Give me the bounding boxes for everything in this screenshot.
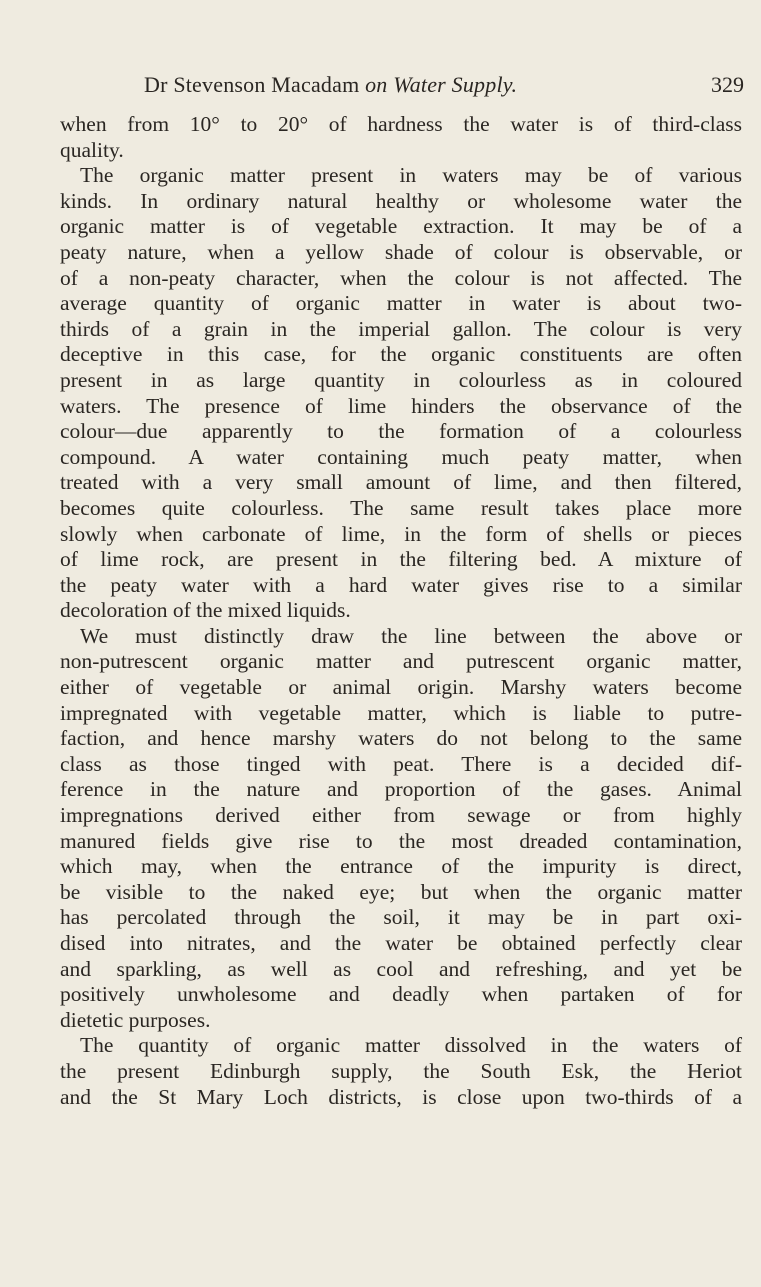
text-line: the peaty water with a hard water gives rise to a similar — [60, 572, 742, 597]
text-line: impregnations derived either from sewage or from highly — [60, 803, 742, 828]
text-line: slowly when carbonate of lime, in the form of shells or pieces — [60, 521, 742, 546]
text-line: becomes quite colourless. The same result takes place more — [60, 495, 742, 520]
text-line: kinds. In ordinary natural healthy or wholesome water the — [60, 188, 742, 213]
text-line: be visible to the naked eye; but when the organic matter — [60, 879, 742, 904]
text-line: impregnated with vegetable matter, which is liable to putre- — [60, 700, 742, 725]
text-line: decoloration of the mixed liquids. — [60, 598, 351, 623]
text-line: manured fields give rise to the most dreaded contamination, — [60, 828, 742, 853]
text-line: The organic matter present in waters may be of various — [80, 163, 742, 188]
text-line: We must distinctly draw the line between the above or — [80, 623, 742, 648]
body-text — [60, 112, 742, 1110]
running-head-title: Water Supply. — [393, 72, 518, 97]
page-number: 329 — [711, 72, 744, 97]
text-line: faction, and hence marshy waters do not belong to the same — [60, 726, 742, 751]
text-line: the present Edinburgh supply, the South Esk, the Heriot — [60, 1058, 742, 1083]
text-line: when from 10° to 20° of hardness the water is of third-class — [60, 112, 742, 136]
text-line: of a non-peaty character, when the colour is not affected. The — [60, 265, 742, 290]
running-head — [144, 72, 517, 98]
text-line: The quantity of organic matter dissolved in the waters of — [80, 1033, 742, 1058]
text-line: waters. The presence of lime hinders the observance of the — [60, 393, 742, 418]
text-line: class as those tinged with peat. There is a decided dif- — [60, 751, 742, 776]
text-line: treated with a very small amount of lime, and then filtered, — [60, 470, 742, 495]
text-line: of lime rock, are present in the filtering bed. A mixture of — [60, 547, 742, 572]
running-head-author: Dr Stevenson Macadam — [144, 72, 360, 97]
text-line: non-putrescent organic matter and putrescent organic matter, — [60, 649, 742, 674]
text-line: compound. A water containing much peaty matter, when — [60, 444, 742, 469]
page-header — [60, 72, 750, 104]
text-line: average quantity of organic matter in water is about two- — [60, 291, 742, 316]
text-line: organic matter is of vegetable extraction. It may be of a — [60, 214, 742, 239]
text-line: peaty nature, when a yellow shade of colour is observable, or — [60, 239, 742, 264]
running-head-connector: on — [365, 72, 388, 97]
text-line: dietetic purposes. — [60, 1007, 211, 1032]
text-line: deceptive in this case, for the organic constituents are often — [60, 342, 742, 367]
text-line: which may, when the entrance of the impurity is direct, — [60, 854, 742, 879]
text-line: dised into nitrates, and the water be obtained perfectly clear — [60, 931, 742, 955]
text-line: thirds of a grain in the imperial gallon. The colour is very — [60, 316, 742, 341]
text-line: colour—due apparently to the formation of a colourless — [60, 419, 742, 444]
text-line: ference in the nature and proportion of the gases. Animal — [60, 777, 742, 802]
text-line: quality. — [60, 137, 124, 162]
text-line: and the St Mary Loch districts, is close upon two-thirds of a — [60, 1084, 742, 1109]
text-line: and sparkling, as well as cool and refreshing, and yet be — [60, 956, 742, 981]
text-line: positively unwholesome and deadly when partaken of for — [60, 982, 742, 1007]
text-line: has percolated through the soil, it may be in part oxi- — [60, 905, 742, 930]
text-line: either of vegetable or animal origin. Marshy waters become — [60, 675, 742, 700]
text-line: present in as large quantity in colourless as in coloured — [60, 367, 742, 392]
